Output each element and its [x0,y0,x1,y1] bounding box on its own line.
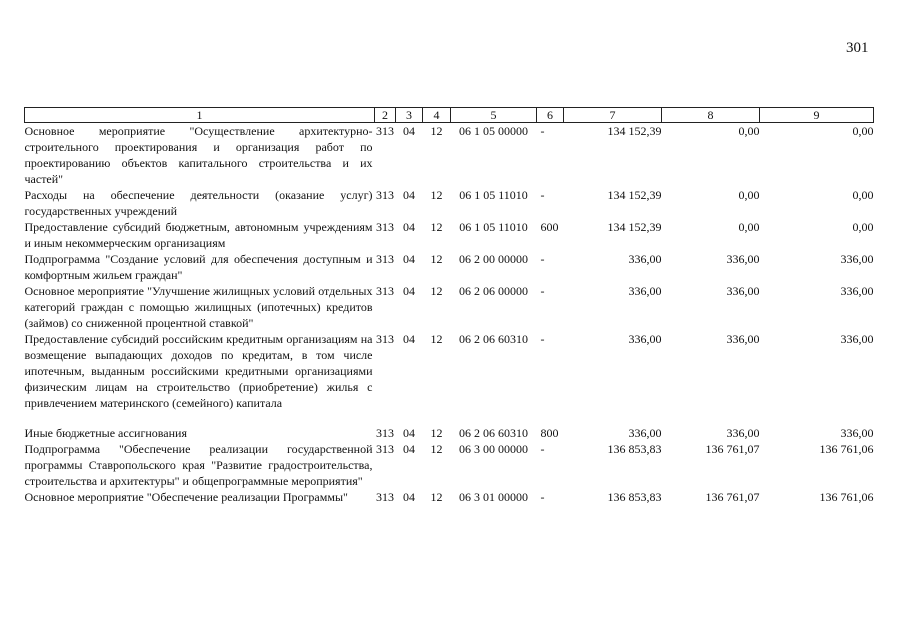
col-5-cell: 06 1 05 00000 [459,124,528,138]
col-8-cell: 336,00 [726,252,760,266]
column-header: 4 [423,108,451,123]
col-9-cell: 336,00 [840,332,874,346]
col-2-cell: 313 [376,490,394,504]
col-3-cell: 04 [403,490,415,504]
col-4-cell: 12 [430,124,443,138]
col-5-cell: 06 3 00 00000 [459,442,528,456]
col-3-cell: 04 [403,332,415,346]
col-6-cell: - [540,490,545,504]
col-4-cell: 12 [430,490,443,504]
col-8-cell: 0,00 [738,220,760,234]
col-7-cell: 134 152,39 [607,124,662,138]
col-5-cell: 06 2 06 60310 [459,332,528,346]
col-6-cell: - [540,284,545,298]
col-6-cell: 600 [540,220,559,234]
table-row [25,441,874,489]
col-6-cell: - [540,124,545,138]
col-8-cell: 336,00 [726,284,760,298]
column-header: 3 [396,108,423,123]
col-9-cell: 136 761,06 [819,442,874,456]
col-2-cell: 313 [376,284,394,298]
col-5-cell: 06 2 06 60310 [459,426,528,440]
column-header: 7 [564,108,662,123]
page-number: 301 [846,40,869,56]
col-5-cell: 06 1 05 11010 [459,220,528,234]
col-7-cell: 336,00 [628,252,662,266]
col-2-cell: 313 [376,124,394,138]
table-row [25,489,874,505]
col-2-cell: 313 [376,188,394,202]
col-3-cell: 04 [403,442,415,456]
col-8-cell: 336,00 [726,332,760,346]
table-row [25,283,874,331]
col-3-cell: 04 [403,220,415,234]
col-6-cell: - [540,332,545,346]
col-5-cell: 06 1 05 11010 [459,188,528,202]
col-8-cell: 0,00 [738,124,760,138]
col-9-cell: 0,00 [852,188,874,202]
column-header: 6 [537,108,564,123]
col-3-cell: 04 [403,284,415,298]
table-header-row [25,108,874,123]
column-header: 9 [760,108,874,123]
row-name: Предоставление субсидий бюджетным, автономным учреждениям и иным некоммерческим организациям [24,220,373,250]
column-header: 2 [375,108,396,123]
table-row [25,331,874,411]
table-row [25,251,874,283]
row-name: Подпрограмма "Обеспечение реализации государственной программы Ставропольского края "Развитие градостроительства, строительства и архитектуры" и общепрограммные мероприятия" [24,442,373,488]
col-4-cell: 12 [430,426,443,440]
col-4-cell: 12 [430,220,443,234]
col-3-cell: 04 [403,188,415,202]
row-name: Предоставление субсидий российским кредитным организациям на возмещение выпадающих доходов по кредитам, в том числе ипотечным, выданным российскими кредитными организациями физическим лицам на строительство (приобретение) жилья с привлечением материнского (семейного) капитала [24,332,373,410]
col-9-cell: 336,00 [840,252,874,266]
col-5-cell: 06 2 00 00000 [459,252,528,266]
col-2-cell: 313 [376,220,394,234]
row-name: Основное мероприятие "Обеспечение реализации Программы" [24,490,348,504]
col-8-cell: 336,00 [726,426,760,440]
col-9-cell: 136 761,06 [819,490,874,504]
col-4-cell: 12 [430,442,443,456]
col-9-cell: 0,00 [852,124,874,138]
col-2-cell: 313 [376,332,394,346]
col-7-cell: 136 853,83 [607,490,662,504]
col-3-cell: 04 [403,252,415,266]
col-8-cell: 0,00 [738,188,760,202]
col-8-cell: 136 761,07 [705,490,760,504]
row-name: Основное мероприятие "Улучшение жилищных условий отдельных категорий граждан с помощью жилищных (ипотечных) кредитов (займов) со сниженной процентной ставкой" [24,284,373,330]
col-5-cell: 06 3 01 00000 [459,490,528,504]
col-6-cell: - [540,442,545,456]
col-7-cell: 336,00 [628,284,662,298]
col-6-cell: 800 [540,426,559,440]
col-5-cell: 06 2 06 00000 [459,284,528,298]
col-4-cell: 12 [430,188,443,202]
col-2-cell: 313 [376,442,394,456]
column-header: 5 [451,108,537,123]
budget-table [24,107,874,505]
col-9-cell: 336,00 [840,426,874,440]
table-row [25,187,874,219]
col-9-cell: 0,00 [852,220,874,234]
col-3-cell: 04 [403,426,415,440]
col-7-cell: 134 152,39 [607,220,662,234]
col-2-cell: 313 [376,426,394,440]
col-7-cell: 134 152,39 [607,188,662,202]
column-header: 8 [662,108,760,123]
row-name: Подпрограмма "Создание условий для обеспечения доступным и комфортным жильем граждан" [24,252,373,282]
table-row [25,411,874,441]
col-6-cell: - [540,252,545,266]
col-4-cell: 12 [430,332,443,346]
col-7-cell: 336,00 [628,426,662,440]
col-2-cell: 313 [376,252,394,266]
table-row [25,123,874,188]
col-9-cell: 336,00 [840,284,874,298]
col-7-cell: 136 853,83 [607,442,662,456]
row-name: Основное мероприятие "Осуществление архитектурно-строительного проектирования и организация работ по проектированию объектов капитального строительства и их частей" [24,124,373,186]
row-name: Иные бюджетные ассигнования [24,426,187,440]
col-4-cell: 12 [430,252,443,266]
column-header: 1 [25,108,375,123]
col-4-cell: 12 [430,284,443,298]
col-7-cell: 336,00 [628,332,662,346]
col-3-cell: 04 [403,124,415,138]
row-name: Расходы на обеспечение деятельности (оказание услуг) государственных учреждений [24,188,373,218]
col-8-cell: 136 761,07 [705,442,760,456]
col-6-cell: - [540,188,545,202]
table-row [25,219,874,251]
